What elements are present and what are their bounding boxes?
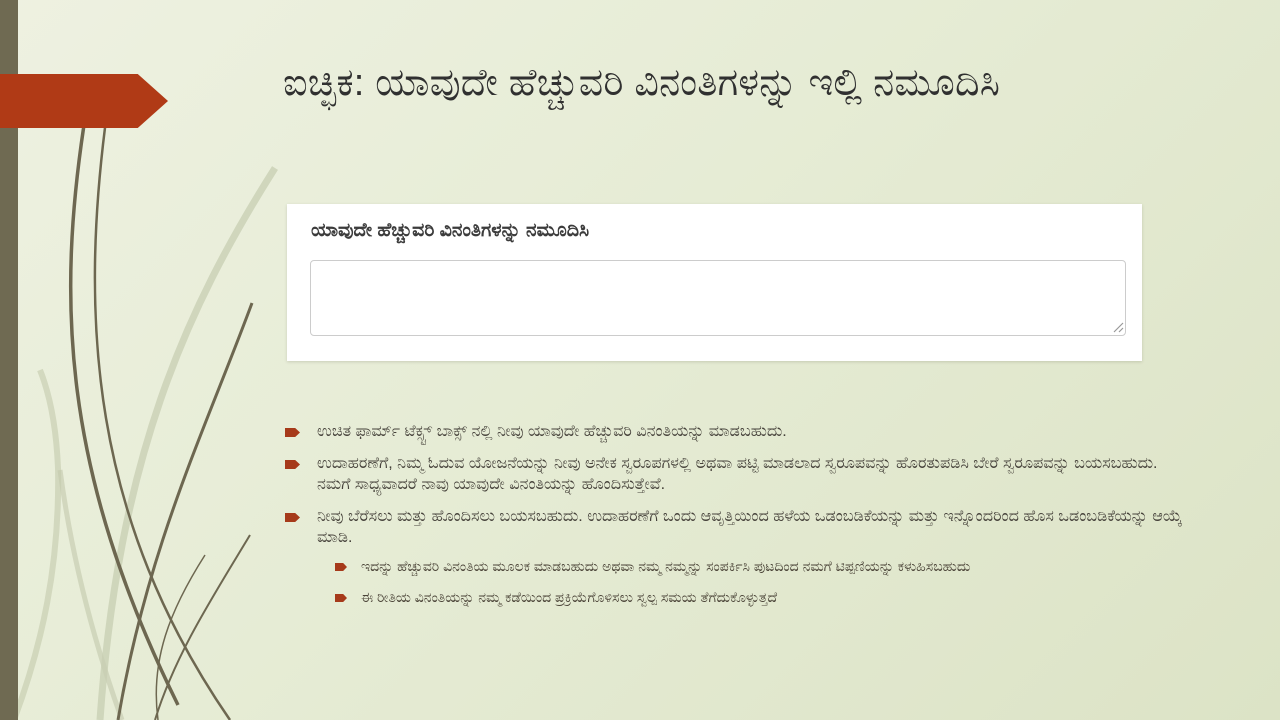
arrow-bullet-icon xyxy=(335,594,347,602)
sub-bullet-text: ಇದನ್ನು ಹೆಚ್ಚುವರಿ ವಿನಂತಿಯ ಮೂಲಕ ಮಾಡಬಹುದು ಅಥವಾ ನಮ್ಮ ನಮ್ಮನ್ನು ಸಂಪರ್ಕಿಸಿ ಪುಟದಿಂದ ನಮಗೆ ಟಿಪ್ಪಣಿಯನ್ನು ಕಳುಹಿಸಬಹುದು xyxy=(361,558,971,574)
bullet-text: ಉದಾಹರಣೆಗೆ, ನಿಮ್ಮ ಓದುವ ಯೋಜನೆಯನ್ನು ನೀವು ಅನೇಕ ಸ್ವರೂಪಗಳಲ್ಲಿ ಅಥವಾ ಪಟ್ಟಿ ಮಾಡಲಾದ ಸ್ವರೂಪವನ್ನು ಹೊರತುಪಡಿಸಿ ಬೇರೆ ಸ್ವರೂಪವನ್ನು ಬಯಸಬಹುದು. ನಮಗೆ ಸಾಧ್ಯವಾದರೆ ನಾವು ಯಾವುದೇ ವಿನಂತಿಯನ್ನು ಹೊಂದಿಸುತ್ತೇವೆ. xyxy=(317,455,1158,493)
slide-title: ಐಚ್ಛಿಕ: ಯಾವುದೇ ಹೆಚ್ಚುವರಿ ವಿನಂತಿಗಳನ್ನು ಇಲ್ಲಿ ನಮೂದಿಸಿ xyxy=(283,62,1001,104)
bullet-text: ಉಚಿತ ಫಾರ್ಮ್ ಟೆಕ್ಸ್ಟ್ ಬಾಕ್ಸ್ ನಲ್ಲಿ ನೀವು ಯಾವುದೇ ಹೆಚ್ಚುವರಿ ವಿನಂತಿಯನ್ನು ಮಾಡಬಹುದು. xyxy=(317,423,787,440)
additional-requests-label: ಯಾವುದೇ ಹೆಚ್ಚುವರಿ ವಿನಂತಿಗಳನ್ನು ನಮೂದಿಸಿ xyxy=(311,220,590,241)
arrow-bullet-icon xyxy=(285,513,300,522)
bullet-text: ನೀವು ಬೆರೆಸಲು ಮತ್ತು ಹೊಂದಿಸಲು ಬಯಸಬಹುದು. ಉದಾಹರಣೆಗೆ ಒಂದು ಆವೃತ್ತಿಯಿಂದ ಹಳೆಯ ಒಡಂಬಡಿಕೆಯನ್ನು ಮತ್ತು ಇನ್ನೊಂದರಿಂದ ಹೊಸ ಒಡಂಬಡಿಕೆಯನ್ನು ಆಯ್ಕೆ ಮಾಡಿ. xyxy=(317,508,1183,546)
additional-requests-textarea[interactable] xyxy=(310,260,1126,336)
bullet-item xyxy=(283,421,1191,442)
sub-bullet-item xyxy=(333,557,1191,576)
form-screenshot-card xyxy=(287,204,1142,361)
additional-requests-textarea-wrap xyxy=(310,260,1126,336)
bullet-item xyxy=(283,453,1191,495)
arrow-bullet-icon xyxy=(285,428,300,437)
arrow-bullet-icon xyxy=(285,460,300,469)
sub-bullet-text: ಈ ರೀತಿಯ ವಿನಂತಿಯನ್ನು ನಮ್ಮ ಕಡೆಯಿಂದ ಪ್ರಕ್ರಿಯೆಗೊಳಿಸಲು ಸ್ವಲ್ಪ ಸಮಯ ತೆಗೆದುಕೊಳ್ಳುತ್ತದೆ xyxy=(361,589,778,605)
bullet-item xyxy=(283,506,1191,548)
bullet-list xyxy=(283,421,1191,610)
sub-bullet-item xyxy=(333,588,1191,607)
arrow-bullet-icon xyxy=(335,563,347,571)
title-arrow-shape xyxy=(0,74,168,128)
